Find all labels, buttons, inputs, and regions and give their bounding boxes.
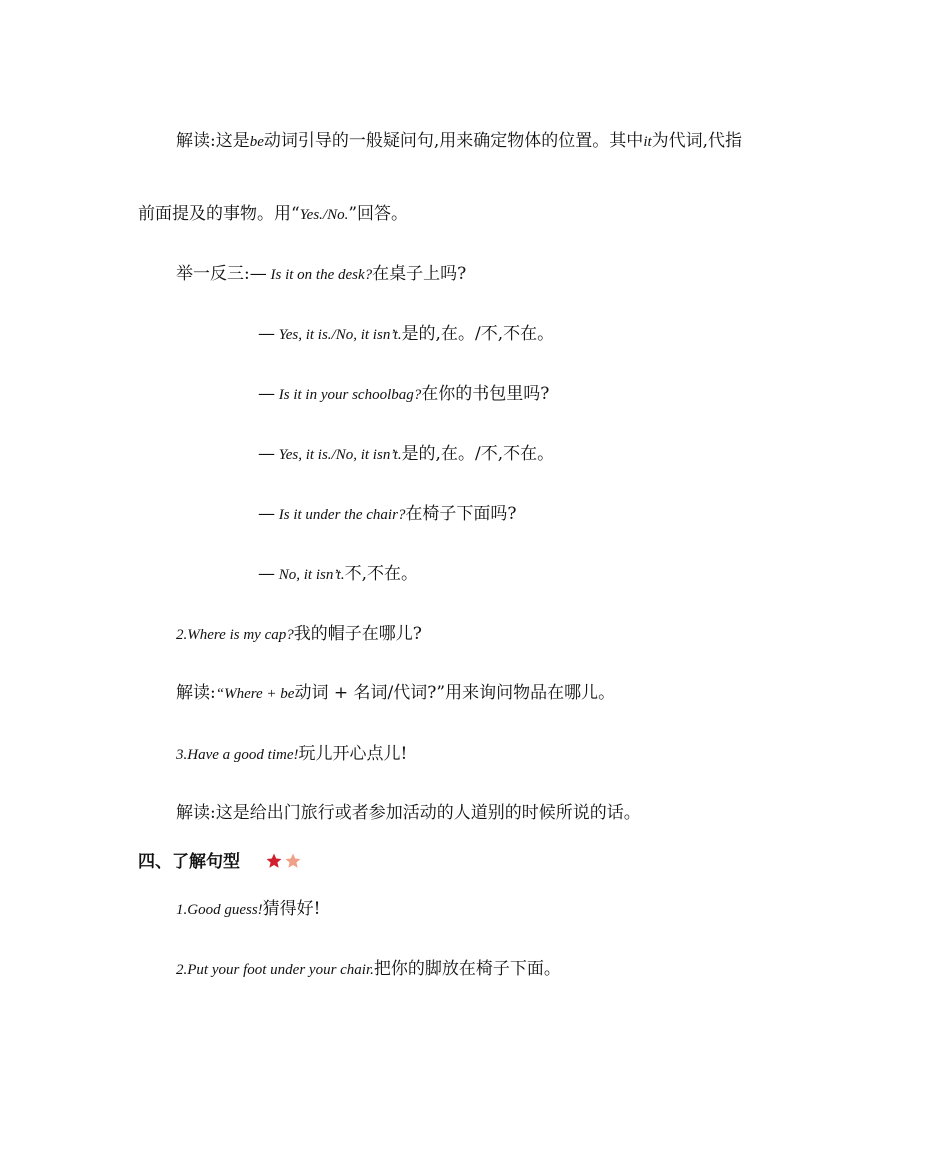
section-heading: 四、了解句型 — [138, 852, 240, 872]
term-be: be — [249, 134, 264, 150]
section-4-item — [176, 957, 561, 982]
reading-text: 为代词,代指 — [651, 131, 743, 151]
example-line — [176, 262, 466, 287]
item-zh: 猜得好! — [262, 899, 321, 919]
term-yes-no: Yes./No. — [299, 207, 349, 223]
example-line — [258, 322, 554, 347]
example-en: Yes, it is./No, it isn’t. — [275, 447, 402, 463]
formula-where: “Where + — [215, 686, 281, 702]
item-en: 2.Put your foot under your chair. — [176, 962, 374, 978]
point-2-sentence — [176, 622, 422, 647]
dash: — — [258, 324, 275, 344]
example-en: Is it under the chair? — [275, 507, 406, 523]
point-zh: 玩儿开心点儿! — [298, 744, 408, 764]
dash: — — [258, 564, 275, 584]
reading-text: 动词引导的一般疑问句,用来确定物体的位置。其中 — [263, 131, 644, 151]
formula-text: 动词 + 名词/代词? — [294, 683, 437, 703]
example-zh: 在椅子下面吗? — [405, 504, 517, 524]
point-3-reading — [176, 801, 641, 825]
example-line — [258, 562, 418, 587]
reading-text: ”用来询问物品在哪儿。 — [436, 683, 616, 703]
example-line — [258, 442, 554, 467]
example-zh: 不,不在。 — [344, 564, 419, 584]
term-it: it — [643, 134, 652, 150]
item-en: 1.Good guess! — [176, 902, 263, 918]
example-en: No, it isn’t. — [275, 567, 345, 583]
example-line — [258, 502, 517, 527]
point-2-reading — [176, 681, 615, 706]
reading-label: 解读: — [176, 131, 216, 151]
example-en: Yes, it is./No, it isn’t. — [275, 327, 402, 343]
reading-text: ”回答。 — [348, 204, 409, 224]
item-zh: 把你的脚放在椅子下面。 — [373, 959, 561, 979]
difficulty-stars — [265, 852, 302, 870]
example-zh: 是的,在。/不,不在。 — [401, 444, 555, 464]
reading-text: 这是 — [215, 131, 250, 151]
dash: — — [258, 504, 275, 524]
dash: — — [258, 444, 275, 464]
example-line — [258, 382, 549, 407]
dash: — — [249, 264, 267, 284]
point-en: 2.Where is my cap? — [176, 627, 294, 643]
point-zh: 我的帽子在哪儿? — [293, 624, 422, 644]
reading-1-line-1 — [176, 129, 742, 154]
point-en: 3.Have a good time! — [176, 747, 299, 763]
example-en: Is it on the desk? — [266, 267, 373, 283]
reading-label: 解读: — [176, 683, 216, 703]
example-zh: 在桌子上吗? — [372, 264, 467, 284]
term-be: be — [280, 686, 295, 702]
reading-text: 前面提及的事物。用“ — [138, 204, 300, 224]
example-zh: 在你的书包里吗? — [421, 384, 550, 404]
reading-text: 解读:这是给出门旅行或者参加活动的人道别的时候所说的话。 — [176, 803, 641, 823]
examples-intro: 举一反三: — [176, 264, 250, 284]
example-en: Is it in your schoolbag? — [275, 387, 422, 403]
reading-1-line-2 — [138, 202, 408, 227]
example-zh: 是的,在。/不,不在。 — [401, 324, 555, 344]
dash: — — [258, 384, 275, 404]
point-3-sentence — [176, 742, 407, 767]
section-4-item — [176, 897, 321, 922]
star-half-icon — [284, 852, 302, 870]
star-full-icon — [265, 852, 283, 870]
